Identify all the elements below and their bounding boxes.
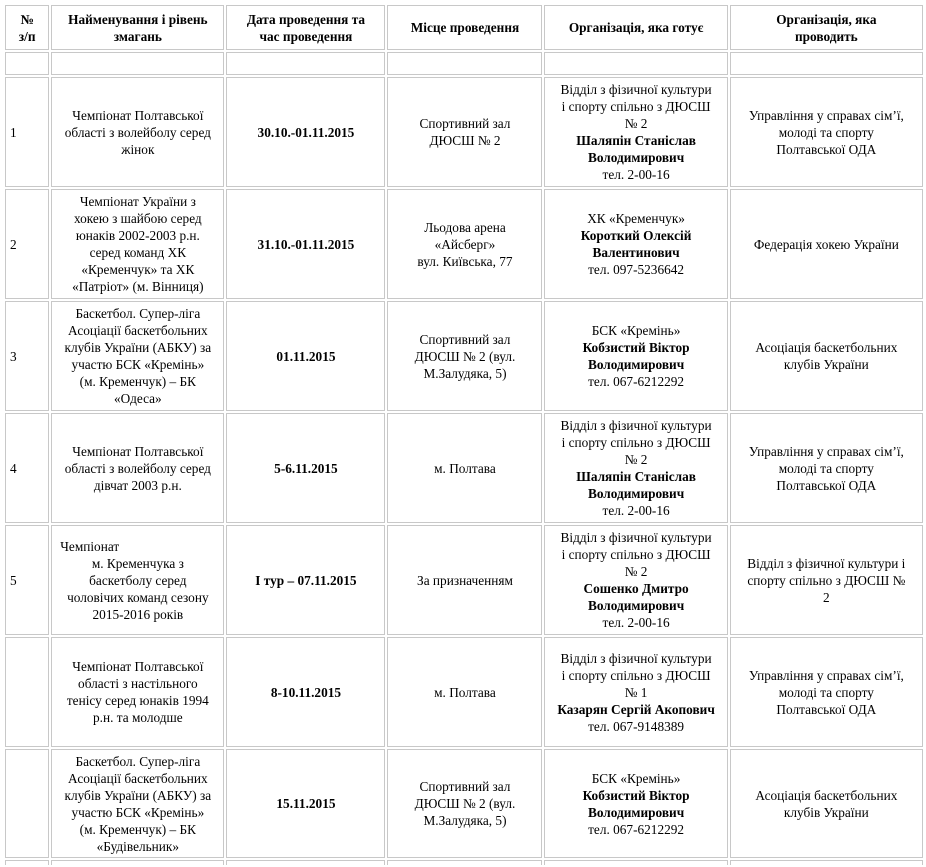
text-line: і спорту спільно з ДЮСШ [561,667,711,683]
text-line: і спорту спільно з ДЮСШ [561,99,711,114]
text-line: ДЮСШ № 2 [429,133,501,148]
text-line: Відділ з фізичної культури і [747,555,906,571]
text-line: клубів України [783,357,869,372]
organizer-prepares [544,749,727,858]
text-line: Чемпіонат [60,538,120,554]
spacer-cell [5,52,49,75]
text-line: Полтавської ОДА [776,477,877,493]
organizer-prepares [544,637,727,747]
header-prepares: Організація, яка готує [544,5,727,50]
text-line: юнаків 2002-2003 р.н. [75,228,200,243]
contact-phone: тел. 067-6212292 [588,374,685,389]
text-line: участю БСК «Кремінь» [71,804,205,820]
event-name [51,525,224,635]
text-line: «Одеса» [114,391,162,406]
header-place: Місце проведення [387,5,542,50]
event-date: 30.10.-01.11.2015 [226,77,385,187]
text-line: жінок [121,141,155,157]
row-number [5,749,49,858]
header-num: № з/п [5,5,49,50]
organizer-conducts [730,637,923,747]
text-line: Асоціації баскетбольних [68,323,208,338]
event-place [387,413,542,523]
text-line: Баскетбол. Супер-ліга [75,753,201,769]
text-line: Володимирович [587,804,685,820]
text-line: Асоціації баскетбольних [68,770,208,786]
text-line: і спорту спільно з ДЮСШ [561,435,711,450]
event-row [5,77,923,187]
contact-phone: тел. 097-5236642 [588,262,685,277]
event-name [51,413,224,523]
event-place [387,749,542,858]
row-number [5,637,49,747]
text-line: «Будівельник» [96,838,180,854]
event-name [51,749,224,858]
organizer-conducts [730,301,923,411]
text-line: Володимирович [587,150,685,165]
text-line: Полтавської ОДА [776,141,877,157]
text-line: Казарян Сергій Акопович [557,701,715,717]
events-table [3,3,925,867]
text-line: (м. Кременчук) – БК [79,374,197,389]
event-date: 31.10.-01.11.2015 [226,189,385,299]
text-line: молоді та спорту [778,124,874,140]
text-line: «Патріот» (м. Вінниця) [72,279,204,294]
text-line: молоді та спорту [778,460,874,476]
text-line: клубів України [783,804,869,820]
event-date: І тур – 07.11.2015 [226,525,385,635]
event-place [387,77,542,187]
organizer-conducts [730,189,923,299]
spacer-cell [226,52,385,75]
event-row [5,637,923,747]
organizer-conducts [730,413,923,523]
contact-phone: тел. 2-00-16 [602,503,670,518]
text-line: серед команд ХК [89,245,187,260]
next-row-partial [5,860,923,865]
text-line: області з волейболу серед [64,460,211,476]
text-line: Полтавської ОДА [776,701,877,717]
spacer-row [5,52,923,75]
row-number: 5 [5,525,49,635]
header-row [5,5,923,50]
text-line: ДЮСШ № 2 (вул. [414,348,516,364]
organizer-prepares [544,525,727,635]
text-line: Чемпіонат Полтавської [72,443,204,459]
row-number: 2 [5,189,49,299]
text-line: області з настільного [78,676,198,691]
spacer-cell [730,52,923,75]
text-line: Спортивний зал [419,779,511,794]
text-line: Відділ з фізичної культури [560,418,712,433]
text-line: м. Полтава [434,460,496,476]
text-line: хокею з шайбою серед [74,211,202,226]
text-line: 2 [823,589,830,605]
text-line: № 1 [624,684,648,700]
text-line: Валентинович [592,245,680,260]
event-place [387,637,542,747]
text-line: Чемпіонат України з [79,194,196,209]
text-line: № 2 [624,564,648,579]
organizer-conducts [730,749,923,858]
spacer-cell [51,52,224,75]
text-line: Льодова арена [424,219,506,235]
organizer-conducts [730,525,923,635]
text-line: Баскетбол. Супер-ліга [75,306,201,321]
header-name: Найменування і рівень змагань [51,5,224,50]
row-number: 4 [5,413,49,523]
text-line: «Кременчук» та ХК [81,262,195,277]
text-line: Асоціація баскетбольних [755,787,898,803]
organizer-prepares [544,77,727,187]
text-line: баскетболу серед [89,572,187,588]
text-line: № 2 [624,116,648,131]
text-line: і спорту спільно з ДЮСШ [561,547,711,562]
event-place [387,525,542,635]
text-line: Чемпіонат Полтавської [72,107,204,123]
text-line: молоді та спорту [778,684,874,700]
text-line: Володимирович [587,357,685,372]
text-line: Володимирович [587,486,685,501]
text-line: вул. Київська, 77 [417,253,513,269]
text-line: Володимирович [587,598,685,613]
event-place [387,301,542,411]
row-number: 3 [5,301,49,411]
text-line: Відділ з фізичної культури [560,530,712,545]
text-line: тенісу серед юнаків 1994 [66,693,209,708]
text-line: Управління у справах сім’ї, [748,667,904,683]
text-line: (м. Кременчук) – БК [79,821,197,837]
text-line: участю БСК «Кремінь» [71,357,205,372]
text-line: Кобзистий Віктор [582,787,690,803]
text-line: м. Полтава [434,684,496,700]
spacer-cell [544,52,727,75]
spacer-cell [387,52,542,75]
event-name [51,77,224,187]
organizer-conducts [730,77,923,187]
text-line: Відділ з фізичної культури [560,650,712,666]
header-conducts: Організація, яка проводить [730,5,923,50]
event-date: 01.11.2015 [226,301,385,411]
text-line: р.н. та молодше [93,710,183,725]
text-line: Спортивний зал [419,331,511,347]
text-line: клубів України (АБКУ) за [64,340,212,355]
text-line: області з волейболу серед [64,124,211,140]
text-line: спорту спільно з ДЮСШ № [747,572,906,588]
contact-phone: тел. 2-00-16 [602,167,670,182]
header-date: Дата проведення та час проведення [226,5,385,50]
text-line: Відділ з фізичної культури [560,82,712,97]
event-row [5,189,923,299]
text-line: чоловічих команд сезону [67,589,209,605]
text-line: Шаляпін Станіслав [576,133,696,148]
text-line: № 2 [624,452,648,467]
text-line: БСК «Кремінь» [591,770,681,786]
event-row [5,525,923,635]
event-date: 8-10.11.2015 [226,637,385,747]
text-line: м. Кременчука з [91,555,184,571]
text-line: Федерація хокею України [753,236,899,252]
event-row [5,301,923,411]
text-line: За призначенням [417,572,513,588]
text-line: Короткий Олексій [580,228,692,243]
event-name [51,637,224,747]
text-line: ХК «Кременчук» [587,211,685,226]
text-line: 2015-2016 років [92,606,184,622]
text-line: Кобзистий Віктор [582,340,690,355]
contact-phone: тел. 067-6212292 [588,821,685,837]
text-line: Асоціація баскетбольних [755,340,898,355]
text-line: Управління у справах сім’ї, [748,107,904,123]
organizer-prepares [544,301,727,411]
event-row [5,413,923,523]
organizer-prepares [544,413,727,523]
event-place [387,189,542,299]
text-line: ДЮСШ № 2 (вул. [414,796,516,811]
text-line: клубів України (АБКУ) за [64,787,212,803]
text-line: Сошенко Дмитро [583,581,689,596]
text-line: дівчат 2003 р.н. [93,477,182,493]
event-date: 15.11.2015 [226,749,385,858]
event-name [51,189,224,299]
text-line: БСК «Кремінь» [591,323,681,338]
event-row [5,749,923,858]
text-line: Управління у справах сім’ї, [748,443,904,459]
contact-phone: тел. 2-00-16 [602,615,670,630]
row-number: 1 [5,77,49,187]
text-line: М.Залудяка, 5) [423,365,507,381]
event-name [51,301,224,411]
text-line: Спортивний зал [419,116,511,131]
event-date: 5-6.11.2015 [226,413,385,523]
text-line: М.Залудяка, 5) [423,813,507,828]
text-line: «Айсберг» [434,236,496,252]
organizer-prepares [544,189,727,299]
contact-phone: тел. 067-9148389 [588,718,685,734]
text-line: Чемпіонат Полтавської [72,659,204,674]
text-line: Шаляпін Станіслав [576,469,696,484]
